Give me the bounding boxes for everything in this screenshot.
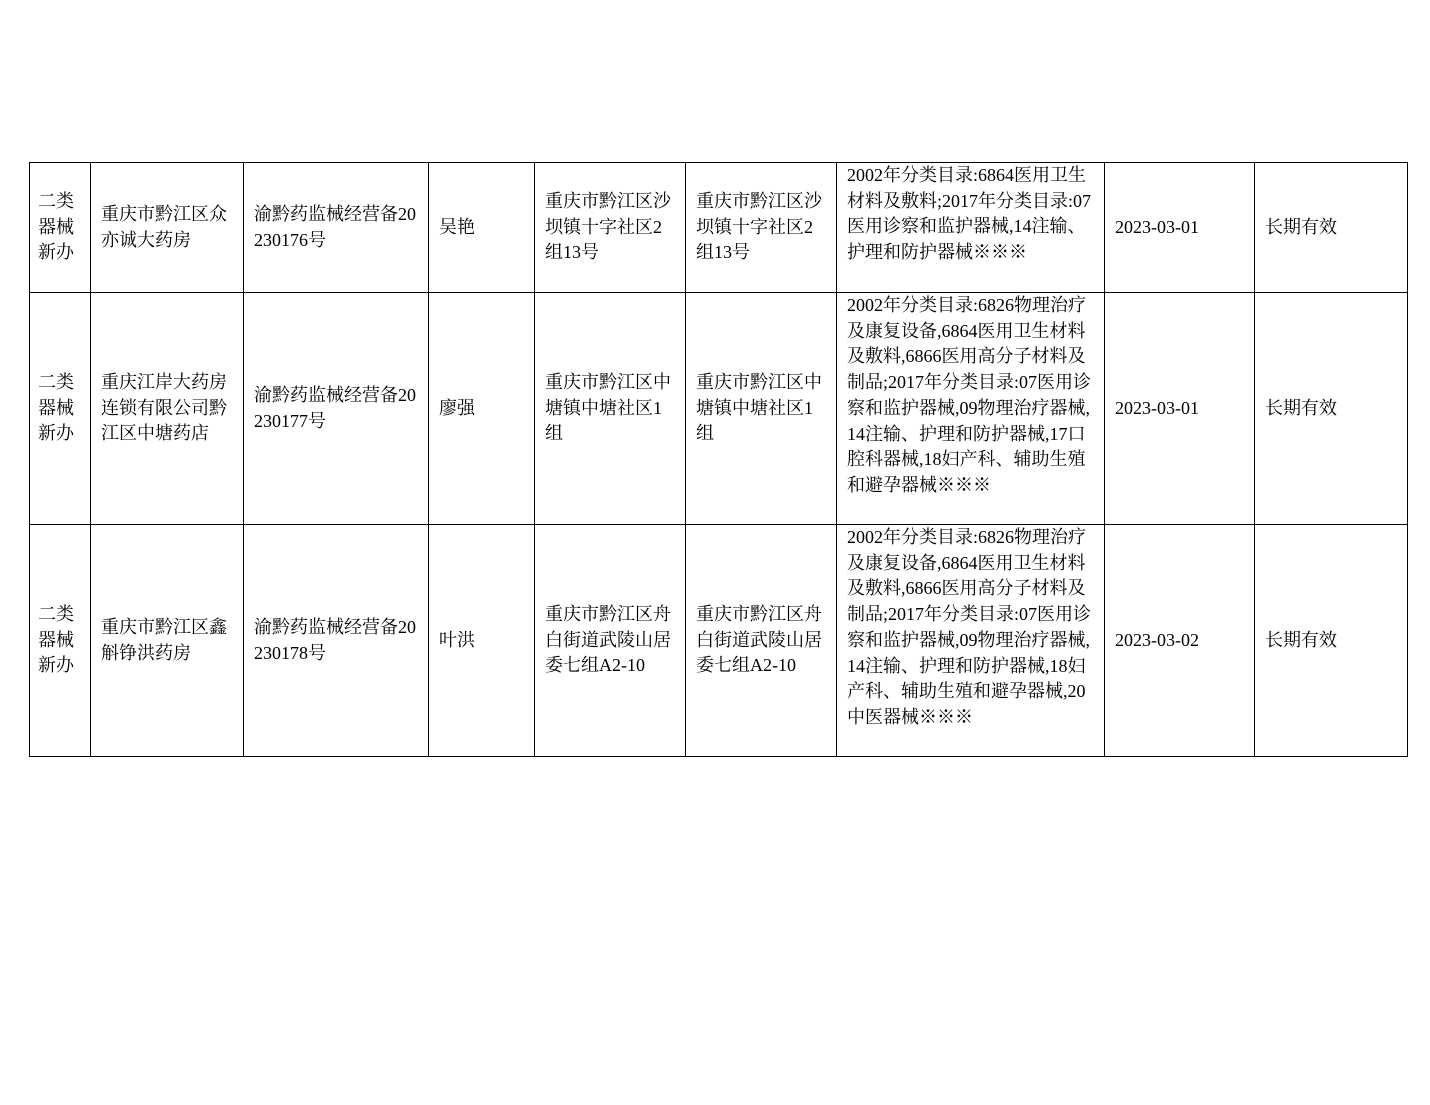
business-scope: 2002年分类目录:6826物理治疗及康复设备,6864医用卫生材料及敷料,6866医用高分子材料及制品;2017年分类目录:07医用诊察和监护器械,09物理治疗器械,14注输、护理和防护器械,17口腔科器械,18妇产科、辅助生殖和避孕器械※※※ — [837, 293, 1105, 525]
business-address: 重庆市黔江区中塘镇中塘社区1组 — [535, 293, 686, 525]
registration-type: 二类器械新办 — [30, 293, 91, 525]
warehouse-address: 重庆市黔江区沙坝镇十字社区2组13号 — [686, 163, 837, 293]
validity-period: 长期有效 — [1255, 293, 1408, 525]
company-name: 重庆江岸大药房连锁有限公司黔江区中塘药店 — [91, 293, 244, 525]
table-row — [30, 163, 1408, 293]
business-scope: 2002年分类目录:6864医用卫生材料及敷料;2017年分类目录:07医用诊察和监护器械,14注输、护理和防护器械※※※ — [837, 163, 1105, 293]
record-date: 2023-03-01 — [1105, 293, 1255, 525]
validity-period: 长期有效 — [1255, 525, 1408, 757]
business-address: 重庆市黔江区舟白街道武陵山居委七组A2-10 — [535, 525, 686, 757]
warehouse-address: 重庆市黔江区中塘镇中塘社区1组 — [686, 293, 837, 525]
business-address: 重庆市黔江区沙坝镇十字社区2组13号 — [535, 163, 686, 293]
validity-period: 长期有效 — [1255, 163, 1408, 293]
record-number: 渝黔药监械经营备20230178号 — [244, 525, 429, 757]
responsible-person: 叶洪 — [429, 525, 535, 757]
record-date: 2023-03-02 — [1105, 525, 1255, 757]
record-number: 渝黔药监械经营备20230177号 — [244, 293, 429, 525]
table-row — [30, 293, 1408, 525]
responsible-person: 廖强 — [429, 293, 535, 525]
table-row — [30, 525, 1408, 757]
record-date: 2023-03-01 — [1105, 163, 1255, 293]
business-scope: 2002年分类目录:6826物理治疗及康复设备,6864医用卫生材料及敷料,6866医用高分子材料及制品;2017年分类目录:07医用诊察和监护器械,09物理治疗器械,14注输、护理和防护器械,18妇产科、辅助生殖和避孕器械,20中医器械※※※ — [837, 525, 1105, 757]
record-number: 渝黔药监械经营备20230176号 — [244, 163, 429, 293]
registration-type: 二类器械新办 — [30, 163, 91, 293]
company-name: 重庆市黔江区众亦诚大药房 — [91, 163, 244, 293]
registration-type: 二类器械新办 — [30, 525, 91, 757]
company-name: 重庆市黔江区鑫斛铮洪药房 — [91, 525, 244, 757]
responsible-person: 吴艳 — [429, 163, 535, 293]
warehouse-address: 重庆市黔江区舟白街道武陵山居委七组A2-10 — [686, 525, 837, 757]
registration-table — [29, 162, 1408, 757]
